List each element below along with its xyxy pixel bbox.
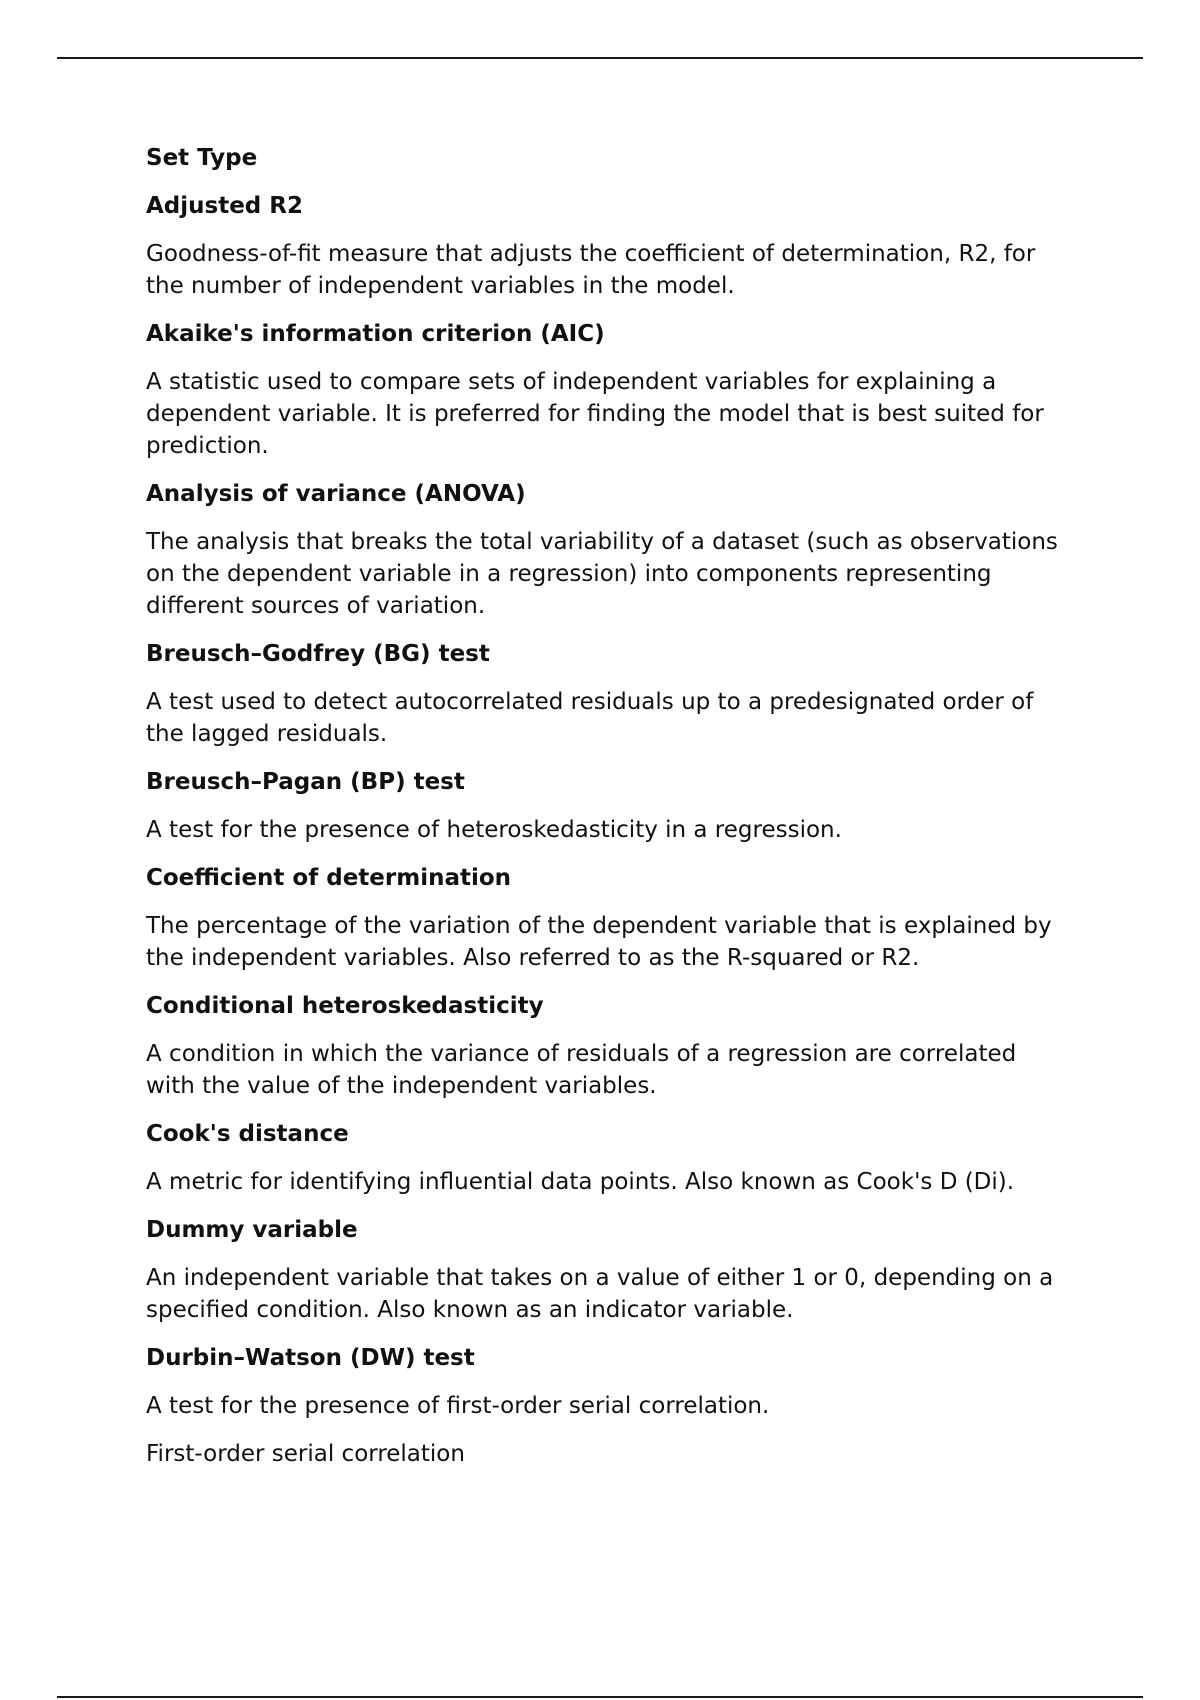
glossary-term: Coefficient of determination [146, 865, 512, 891]
glossary-definition: An independent variable that takes on a value of either 1 or 0, depending on a specified condition. Also known as an indicator variable. [146, 1265, 1054, 1323]
glossary-definition: A statistic used to compare sets of independent variables for explaining a dependent variable. It is preferred for finding the model that is best suited for prediction. [146, 369, 1044, 459]
glossary-definition: The analysis that breaks the total variability of a dataset (such as observations on the dependent variable in a regression) into components representing different sources of variation. [146, 529, 1058, 619]
top-divider [57, 57, 1143, 59]
glossary-term: Durbin–Watson (DW) test [146, 1345, 475, 1371]
glossary-entry [146, 318, 1066, 462]
glossary-entry [146, 190, 1066, 302]
bottom-divider [57, 1696, 1143, 1698]
glossary-term: Dummy variable [146, 1217, 358, 1243]
glossary-term: Cook's distance [146, 1121, 349, 1147]
glossary-entry [146, 1342, 1066, 1422]
glossary-term: Breusch–Pagan (BP) test [146, 769, 465, 795]
glossary-content [146, 142, 1066, 1470]
glossary-term: Adjusted R2 [146, 193, 303, 219]
glossary-term: Conditional heteroskedasticity [146, 993, 544, 1019]
glossary-entry [146, 990, 1066, 1102]
glossary-entry [146, 862, 1066, 974]
glossary-definition: A condition in which the variance of residuals of a regression are correlated with the value of the independent variables. [146, 1041, 1017, 1099]
glossary-definition: A metric for identifying influential data points. Also known as Cook's D (Di). [146, 1169, 1015, 1195]
glossary-term: Akaike's information criterion (AIC) [146, 321, 605, 347]
set-type-heading: Set Type [146, 145, 258, 171]
glossary-term: Analysis of variance (ANOVA) [146, 481, 526, 507]
glossary-definition: The percentage of the variation of the dependent variable that is explained by the independent variables. Also referred to as the R-squared or R2. [146, 913, 1052, 971]
glossary-entry [146, 638, 1066, 750]
glossary-entry [146, 1214, 1066, 1326]
glossary-entry [146, 478, 1066, 622]
glossary-entry [146, 1118, 1066, 1198]
trailing-term: First-order serial correlation [146, 1441, 465, 1467]
glossary-term: Breusch–Godfrey (BG) test [146, 641, 490, 667]
glossary-definition: A test for the presence of first-order serial correlation. [146, 1393, 770, 1419]
glossary-entry [146, 766, 1066, 846]
glossary-definition: A test used to detect autocorrelated residuals up to a predesignated order of the lagged residuals. [146, 689, 1034, 747]
glossary-definition: A test for the presence of heteroskedasticity in a regression. [146, 817, 842, 843]
glossary-definition: Goodness-of-fit measure that adjusts the coefficient of determination, R2, for the number of independent variables in the model. [146, 241, 1036, 299]
